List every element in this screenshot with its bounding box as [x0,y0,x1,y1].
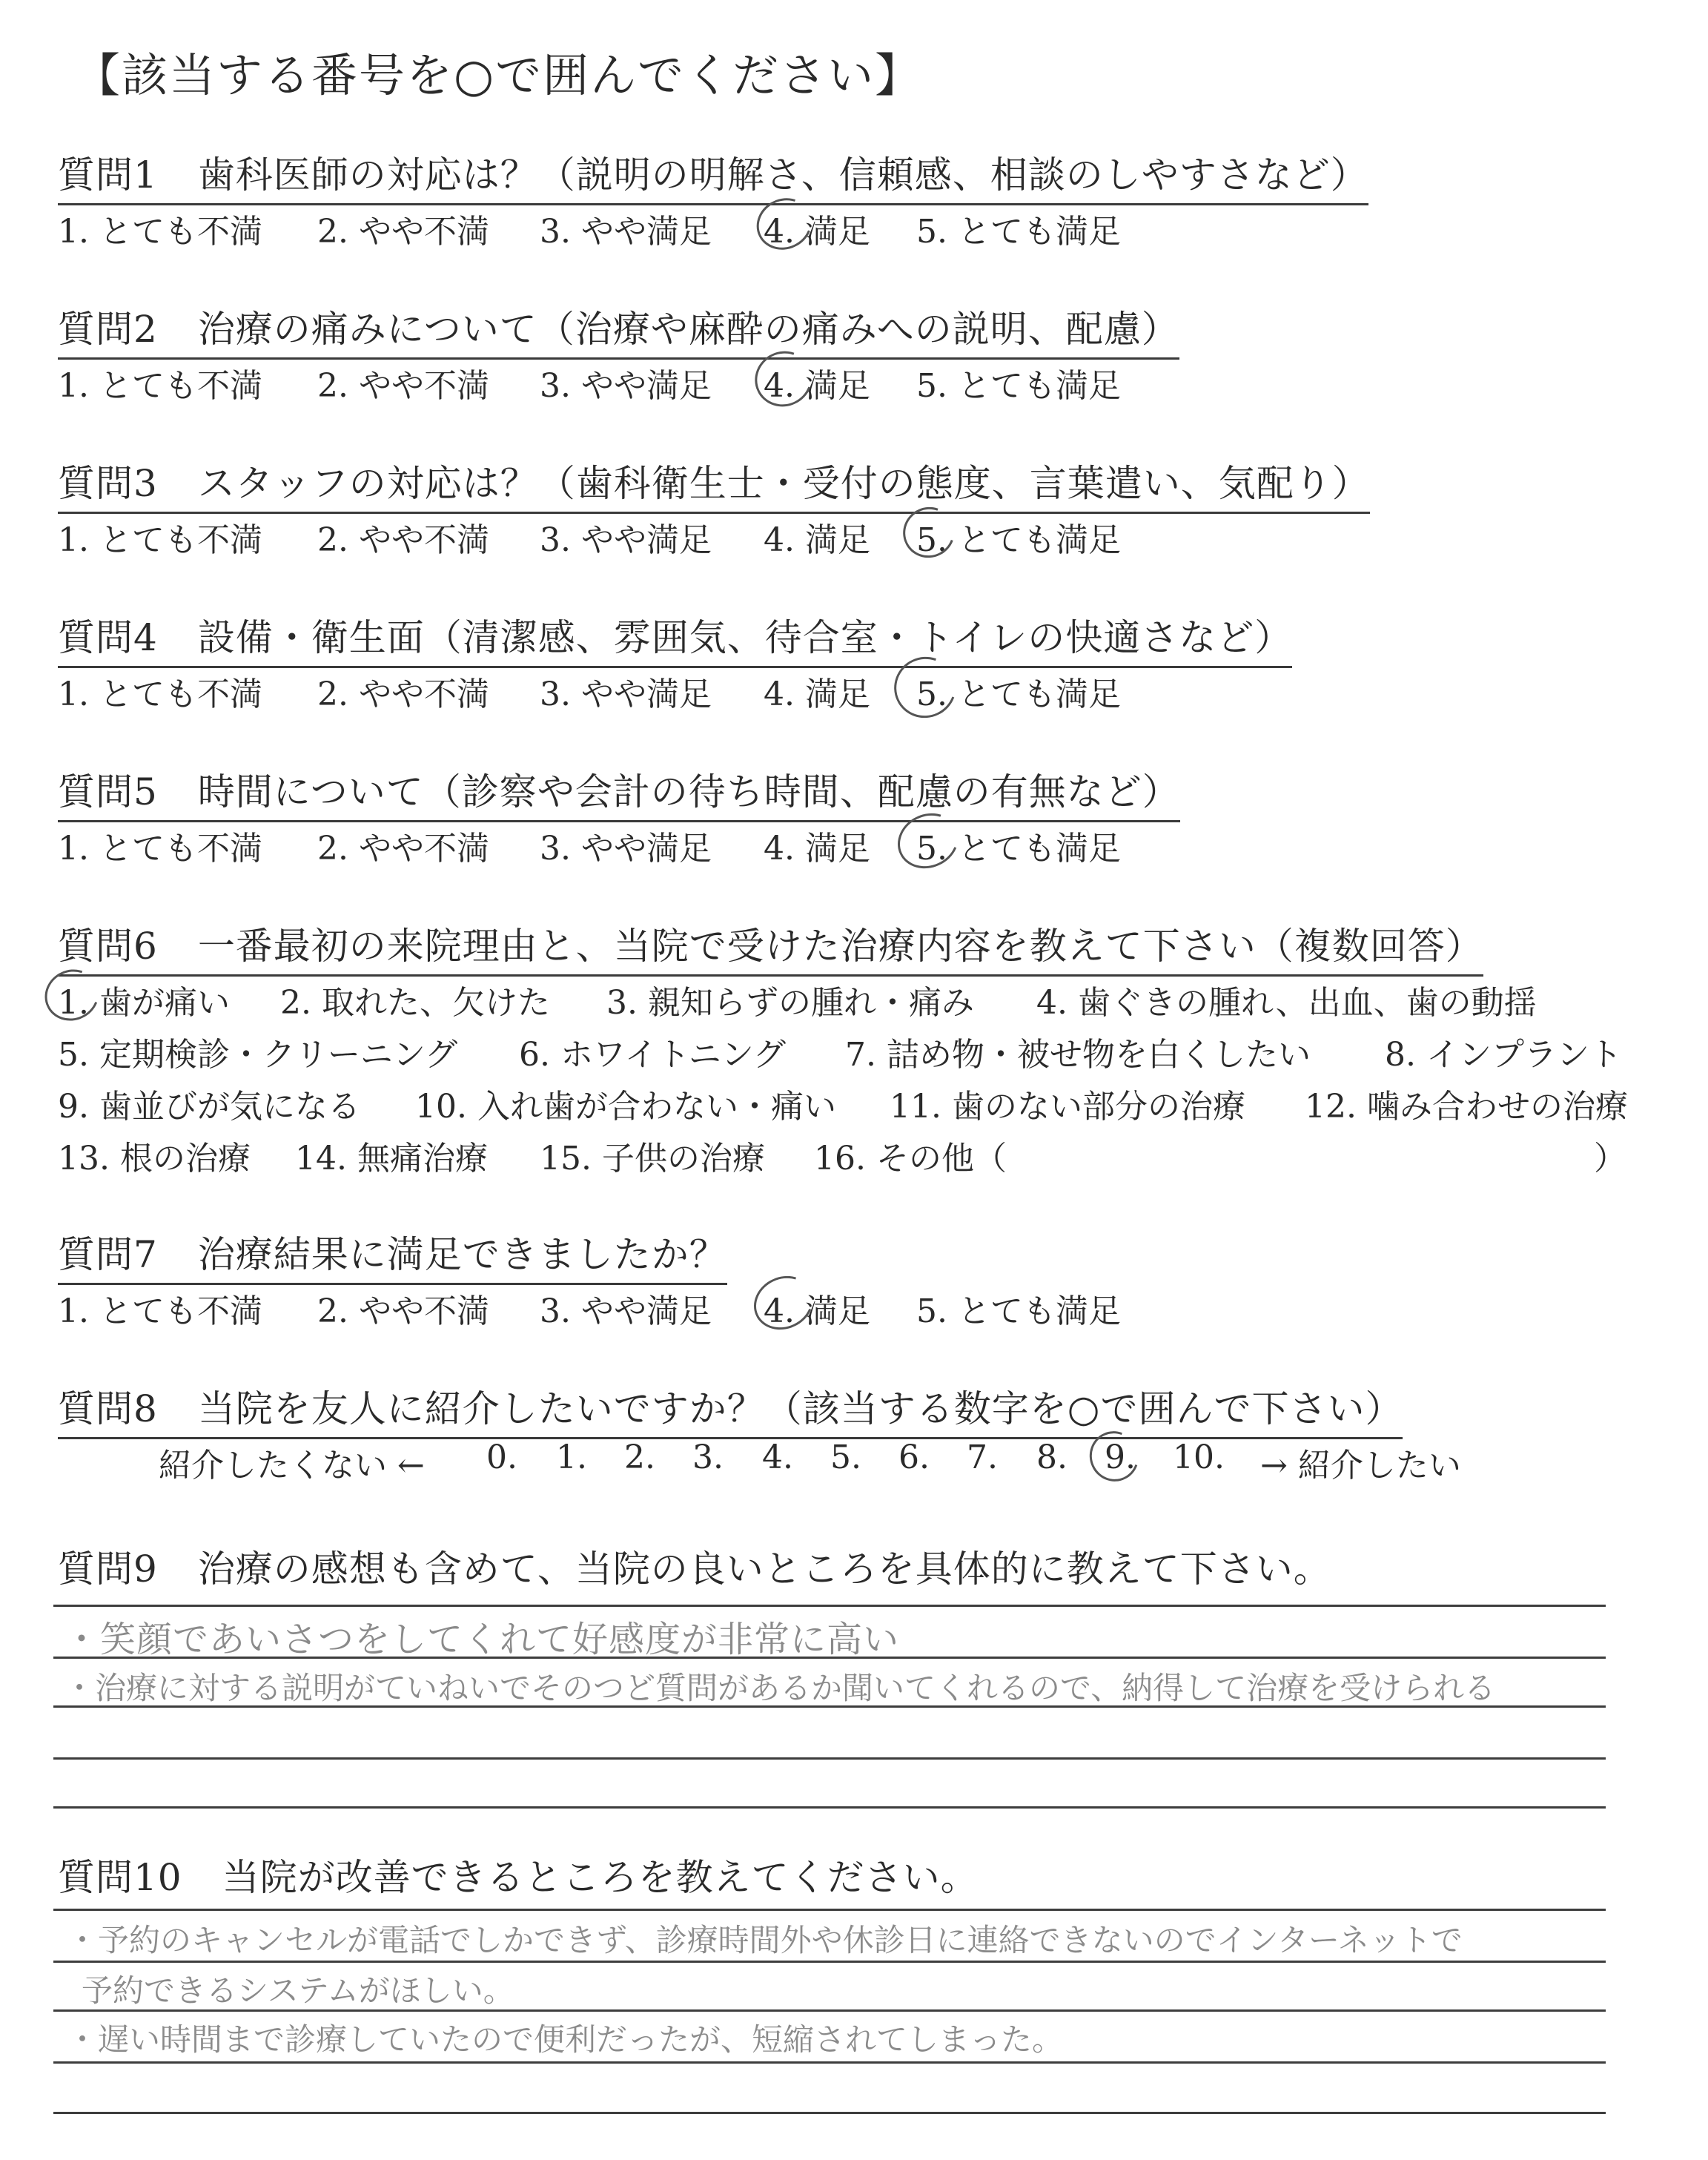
question-9-number: 質問9 [58,1548,158,1591]
q6-option-15[interactable]: 15. 子供の治療 [540,1140,765,1178]
q6-option-2[interactable]: 2. 取れた、欠けた [280,984,550,1022]
question-10-title [58,1848,979,1906]
question-2-number: 質問2 [58,308,158,351]
q8-scale-2[interactable]: 2. [624,1439,655,1476]
q2-option-2[interactable]: 2. やや不満 [317,367,489,405]
q8-scale-5[interactable]: 5. [830,1439,861,1476]
q5-option-1[interactable]: 1. とても不満 [58,830,262,868]
q7-option-1[interactable]: 1. とても不満 [58,1292,262,1330]
q8-scale-7[interactable]: 7. [967,1439,998,1476]
question-3-title [58,454,1370,514]
question-4-title [58,608,1292,668]
q7-option-3[interactable]: 3. やや満足 [540,1292,712,1330]
q4-option-5[interactable]: 5. とても満足 [916,676,1121,713]
q6-option-11[interactable]: 11. 歯のない部分の治療 [890,1088,1245,1126]
q7-option-5[interactable]: 5. とても満足 [916,1292,1121,1330]
question-5-title [58,762,1180,822]
question-10-number: 質問10 [58,1856,182,1899]
q6-option-13[interactable]: 13. 根の治療 [58,1140,251,1178]
q10-answer-line-3 [53,2009,1606,2012]
q6-option-9[interactable]: 9. 歯並びが気になる [58,1088,360,1126]
q9-answer-line-4 [53,1757,1606,1760]
q2-option-3[interactable]: 3. やや満足 [540,367,712,405]
question-1-number: 質問1 [58,153,158,196]
q6-option-10[interactable]: 10. 入れ歯が合わない・痛い [415,1088,836,1126]
question-2-text: 治療の痛みについて（治療や麻酔の痛みへの説明、配慮） [197,308,1179,351]
q4-option-4[interactable]: 4. 満足 [764,676,870,713]
q5-option-3[interactable]: 3. やや満足 [540,830,712,868]
q4-option-2[interactable]: 2. やや不満 [317,676,489,713]
question-5-text: 時間について（診察や会計の待ち時間、配慮の有無など） [197,770,1180,813]
q8-scale-9[interactable]: 9. [1105,1439,1136,1476]
question-3-number: 質問3 [58,462,158,505]
q8-scale-4[interactable]: 4. [762,1439,793,1476]
q10-answer-line-2 [53,1961,1606,1963]
q4-option-3[interactable]: 3. やや満足 [540,676,712,713]
q8-scale-6[interactable]: 6. [898,1439,930,1476]
q7-option-4[interactable]: 4. 満足 [764,1292,870,1330]
q2-option-1[interactable]: 1. とても不満 [58,367,262,405]
q8-scale-8[interactable]: 8. [1036,1439,1068,1476]
q7-option-2[interactable]: 2. やや不満 [317,1292,489,1330]
question-7-title [58,1225,727,1285]
q6-option-8[interactable]: 8. インプラント [1385,1036,1622,1074]
question-5-number: 質問5 [58,770,158,813]
q1-option-5[interactable]: 5. とても満足 [916,213,1121,251]
q2-option-5[interactable]: 5. とても満足 [916,367,1121,405]
q10-answer-1[interactable]: ・予約のキャンセルが電話でしかできず、診療時間外や休診日に連絡できないのでインターネットで [67,1922,1463,1958]
q3-option-1[interactable]: 1. とても不満 [58,521,262,559]
q2-option-4[interactable]: 4. 満足 [764,367,870,405]
q8-scale-3[interactable]: 3. [692,1439,724,1476]
q9-answer-line-3 [53,1705,1606,1708]
question-6-number: 質問6 [58,925,158,968]
q10-answer-line-4 [53,2061,1606,2064]
question-1-title [58,145,1368,205]
q10-answer-line-5 [53,2112,1606,2114]
q6-option-4[interactable]: 4. 歯ぐきの腫れ、出血、歯の動揺 [1036,984,1537,1022]
question-6-title [58,916,1483,977]
question-4-text: 設備・衛生面（清潔感、雰囲気、待合室・トイレの快適さなど） [197,616,1293,659]
q8-scale-10[interactable]: 10. [1173,1439,1225,1476]
q9-answer-line-2 [53,1657,1606,1659]
q9-answer-1[interactable]: ・笑顔であいさつをしてくれて好感度が非常に高い [64,1619,900,1660]
q6-option-12[interactable]: 12. 噛み合わせの治療 [1305,1088,1628,1126]
question-1-text: 歯科医師の対応は？（説明の明解さ、信頼感、相談のしやすさなど） [197,153,1368,196]
q6-other-close-paren: ） [1594,1140,1626,1178]
q6-option-5[interactable]: 5. 定期検診・クリーニング [58,1036,458,1074]
question-6-text: 一番最初の来院理由と、当院で受けた治療内容を教えて下さい（複数回答） [197,925,1483,968]
q9-answer-line-5 [53,1806,1606,1809]
question-7-number: 質問7 [58,1233,158,1276]
q6-option-6[interactable]: 6. ホワイトニング [519,1036,787,1074]
q10-answer-line-1 [53,1909,1606,1911]
q6-option-14[interactable]: 14. 無痛治療 [295,1140,488,1178]
question-3-text: スタッフの対応は？（歯科衛生士・受付の態度、言葉遣い、気配り） [197,462,1370,505]
question-7-text: 治療結果に満足できましたか？ [197,1233,727,1276]
question-9-text: 治療の感想も含めて、当院の良いところを具体的に教えて下さい。 [197,1548,1331,1591]
q6-option-3[interactable]: 3. 親知らずの腫れ・痛み [606,984,974,1022]
question-8-title [58,1379,1403,1439]
q5-option-5[interactable]: 5. とても満足 [916,830,1121,868]
q3-option-2[interactable]: 2. やや不満 [317,521,489,559]
q1-option-1[interactable]: 1. とても不満 [58,213,262,251]
q8-scale-0[interactable]: 0. [486,1439,517,1476]
q6-option-7[interactable]: 7. 詰め物・被せ物を白くしたい [845,1036,1311,1074]
q8-left-label: 紹介したくない ← [159,1447,425,1484]
q3-option-4[interactable]: 4. 満足 [764,521,870,559]
question-8-number: 質問8 [58,1387,158,1430]
form-header: 【該当する番号を○で囲んでください】 [74,48,923,102]
q6-option-16[interactable]: 16. その他（ [814,1140,1007,1178]
q1-option-2[interactable]: 2. やや不満 [317,213,489,251]
question-4-number: 質問4 [58,616,158,659]
q3-option-5[interactable]: 5. とても満足 [916,521,1121,559]
q3-option-3[interactable]: 3. やや満足 [540,521,712,559]
q5-option-4[interactable]: 4. 満足 [764,830,870,868]
question-8-text: 当院を友人に紹介したいですか？（該当する数字を○で囲んで下さい） [197,1387,1403,1430]
q8-right-label: → 紹介したい [1260,1447,1461,1484]
q1-option-4[interactable]: 4. 満足 [764,213,870,251]
question-2-title [58,300,1179,360]
question-10-text: 当院が改善できるところを教えてください。 [222,1856,979,1899]
q4-option-1[interactable]: 1. とても不満 [58,676,262,713]
q8-scale-1[interactable]: 1. [556,1439,587,1476]
q6-option-1[interactable]: 1. 歯が痛い [58,984,230,1022]
q10-answer-3[interactable]: ・遅い時間まで診療していたので便利だったが、短縮されてしまった。 [67,2021,1064,2058]
q1-option-3[interactable]: 3. やや満足 [540,213,712,251]
q5-option-2[interactable]: 2. やや不満 [317,830,489,868]
q9-answer-2[interactable]: ・治療に対する説明がていねいでそのつど質問があるか聞いてくれるので、納得して治療を受けられる [64,1670,1496,1706]
q10-answer-2[interactable]: 予約できるシステムがほしい。 [82,1972,514,2009]
question-9-title [58,1539,1331,1597]
q9-answer-line-1 [53,1605,1606,1607]
